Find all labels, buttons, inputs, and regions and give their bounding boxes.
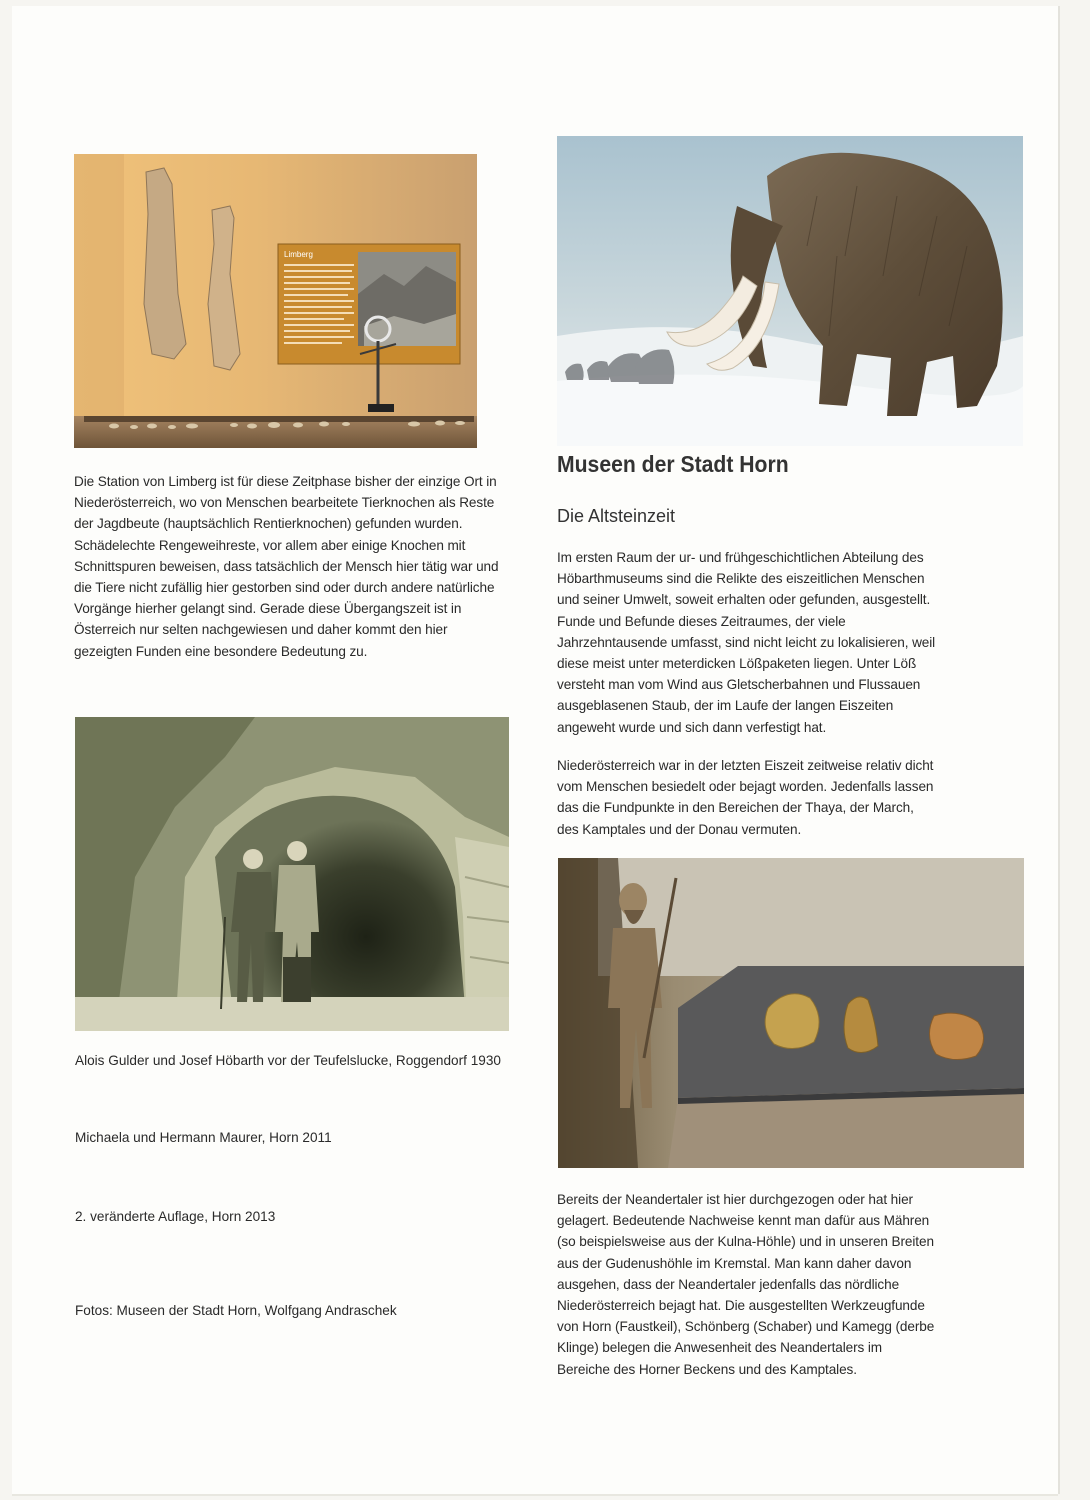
text-line: ausgehen, dass der Neandertaler jedenfalls das nördliche [557, 1276, 900, 1292]
text-line: das die Fundpunkte in den Bereichen der Thaya, der March, [557, 800, 914, 816]
text-line: die Tiere nicht zufällig hier gestorben sind oder durch andere natürliche [74, 580, 495, 596]
cave-caption: Alois Gulder und Josef Höbarth vor der Teufelslucke, Roggendorf 1930 [75, 1053, 501, 1068]
text-line: der Jagdbeute (hauptsächlich Rentierknochen) gefunden wurden. [74, 516, 463, 532]
text-line: Bereiche des Horner Beckens und des Kamptales. [557, 1361, 857, 1377]
neanderthal-display-photo [558, 858, 1024, 1168]
text-line: Niederösterreich war in der letzten Eiszeit zeitweise relativ dicht [557, 758, 934, 773]
text-line: angeweht wurde und sich dann verfestigt hat. [557, 719, 827, 735]
text-line: aus der Gudenushöhle im Kremstal. Man kann daher davon [557, 1255, 912, 1271]
text-line: Schädelechte Rengeweihreste, vor allem aber einige Knochen mit [74, 537, 466, 553]
text-line: Schnittspuren beweisen, dass tatsächlich der Mensch hier tätig war und [74, 558, 499, 574]
text-line: versteht man vom Wind aus Gletscherbahnen und Flussauen [557, 677, 921, 693]
text-line: des Kamptales und der Donau vermuten. [557, 821, 802, 837]
text-line: Die Station von Limberg ist für diese Zeitphase bisher der einzige Ort in [74, 474, 497, 489]
limberg-paragraph [74, 471, 514, 662]
text-line: Jahrzehntausende umfasst, sind nicht leicht zu lokalisieren, weil [557, 634, 936, 650]
text-line: ausgeblasenen Staub, der im Laufe der langen Eiszeiten [557, 698, 894, 714]
cave-photo [75, 717, 509, 1031]
text-line: von Horn (Faustkeil), Schönberg (Schaber) und Kamegg (derbe [557, 1319, 935, 1335]
museum-sign-title: Limberg [284, 250, 313, 259]
text-line: Österreich nur selten nachgewiesen und daher kommt den hier [74, 622, 448, 638]
photo-credit: Fotos: Museen der Stadt Horn, Wolfgang Andraschek [75, 1303, 397, 1318]
text-line: Klinge) belegen die Anwesenheit des Neandertalers im [557, 1340, 883, 1356]
text-line: gezeigten Funden eine besondere Bedeutung zu. [74, 643, 368, 659]
edition-line: 2. veränderte Auflage, Horn 2013 [75, 1209, 276, 1224]
authors-line: Michaela und Hermann Maurer, Horn 2011 [75, 1130, 332, 1145]
text-line: Niederösterreich bejagt hat. Die ausgestellten Werkzeugfunde [557, 1298, 925, 1314]
section-subtitle: Die Altsteinzeit [557, 506, 676, 526]
text-line: Höbarthmuseums sind die Relikte des eiszeitlichen Menschen [557, 571, 925, 587]
page-title: Museen der Stadt Horn [557, 451, 789, 477]
settlement-paragraph [557, 755, 1017, 840]
text-line: (so beispielsweise aus der Kulna-Höhle) und in unseren Breiten [557, 1234, 934, 1250]
text-line: Funde und Befunde dieses Zeitraumes, der viele [557, 613, 846, 629]
document-page [12, 6, 1058, 1494]
neanderthal-paragraph [557, 1189, 1017, 1380]
intro-paragraph [557, 547, 1017, 738]
text-line: und seiner Umwelt, soweit erhalten oder gefunden, ausgestellt. [557, 592, 931, 608]
text-line: Bereits der Neandertaler ist hier durchgezogen oder hat hier [557, 1192, 913, 1207]
text-line: Niederösterreich, wo von Menschen bearbeitete Tierknochen als Reste [74, 495, 495, 511]
mammoth-illustration [557, 136, 1023, 446]
text-line: vom Menschen besiedelt oder bejagt worden. Jedenfalls lassen [557, 779, 934, 795]
text-line: gelagert. Bedeutende Nachweise kennt man dafür aus Mähren [557, 1213, 930, 1229]
text-line: Vorgänge hierher gelangt sind. Gerade diese Übergangszeit ist in [74, 601, 462, 617]
limberg-display-photo [74, 154, 477, 448]
text-line: diese meist unter meterdicken Lößpaketen liegen. Unter Löß [557, 656, 917, 672]
text-line: Im ersten Raum der ur- und frühgeschichtlichen Abteilung des [557, 550, 924, 565]
